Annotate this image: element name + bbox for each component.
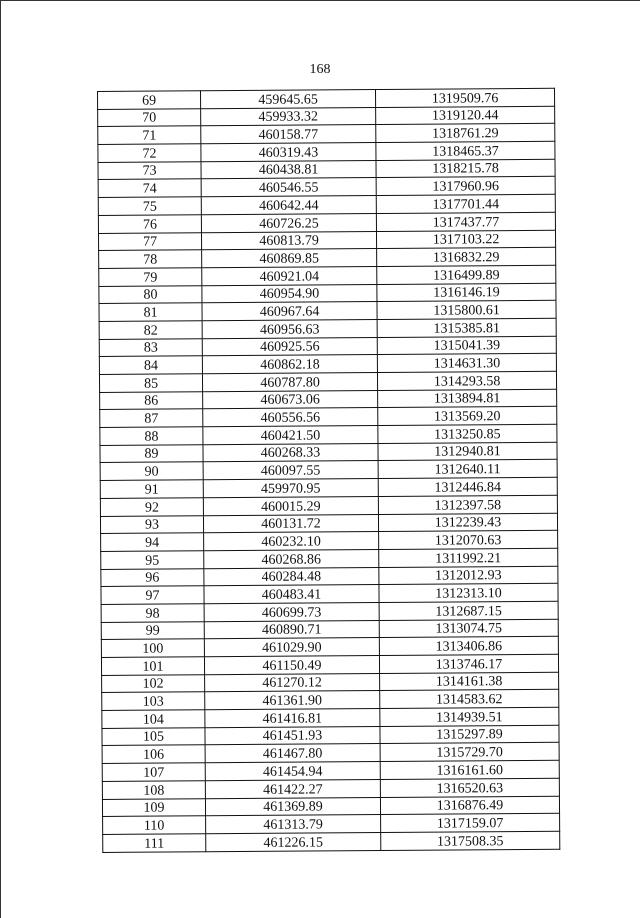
- y-coordinate-cell: 1316499.89: [377, 265, 556, 284]
- y-coordinate-cell: 1316146.19: [377, 283, 556, 302]
- point-number-cell: 105: [102, 728, 205, 746]
- y-coordinate-cell: 1313894.81: [378, 389, 557, 408]
- y-coordinate-cell: 1313074.75: [379, 619, 558, 638]
- y-coordinate-cell: 1314939.51: [380, 707, 559, 726]
- y-coordinate-cell: 1312313.10: [379, 584, 558, 603]
- y-coordinate-cell: 1315297.89: [380, 725, 559, 744]
- x-coordinate-cell: 461313.79: [206, 815, 381, 834]
- y-coordinate-cell: 1315800.61: [377, 301, 556, 320]
- x-coordinate-cell: 460726.25: [201, 213, 376, 232]
- point-number-cell: 106: [102, 745, 205, 763]
- point-number-cell: 109: [102, 798, 205, 816]
- y-coordinate-cell: 1313406.86: [379, 637, 558, 656]
- point-number-cell: 89: [100, 445, 203, 463]
- x-coordinate-cell: 460421.50: [203, 426, 378, 445]
- y-coordinate-cell: 1317437.77: [376, 212, 555, 231]
- y-coordinate-cell: 1318761.29: [376, 124, 555, 143]
- y-coordinate-cell: 1317960.96: [376, 177, 555, 196]
- y-coordinate-cell: 1317508.35: [381, 831, 560, 850]
- point-number-cell: 94: [101, 533, 204, 551]
- x-coordinate-cell: 460232.10: [204, 532, 379, 551]
- point-number-cell: 78: [99, 250, 202, 268]
- x-coordinate-cell: 461361.90: [205, 691, 380, 710]
- x-coordinate-cell: 460921.04: [202, 266, 377, 285]
- x-coordinate-cell: 461150.49: [204, 656, 379, 675]
- y-coordinate-cell: 1314631.30: [377, 354, 556, 373]
- x-coordinate-cell: 460869.85: [202, 249, 377, 268]
- x-coordinate-cell: 460268.33: [203, 443, 378, 462]
- point-number-cell: 103: [102, 692, 205, 710]
- point-number-cell: 71: [98, 126, 201, 144]
- y-coordinate-cell: 1312239.43: [378, 513, 557, 532]
- x-coordinate-cell: 460956.63: [202, 319, 377, 338]
- y-coordinate-cell: 1316161.60: [380, 760, 559, 779]
- point-number-cell: 85: [99, 374, 202, 392]
- y-coordinate-cell: 1312070.63: [379, 530, 558, 549]
- x-coordinate-cell: 460925.56: [202, 337, 377, 356]
- y-coordinate-cell: 1311992.21: [379, 548, 558, 567]
- point-number-cell: 102: [102, 674, 205, 692]
- point-number-cell: 93: [100, 515, 203, 533]
- y-coordinate-cell: 1317103.22: [376, 230, 555, 249]
- y-coordinate-cell: 1313250.85: [378, 424, 557, 443]
- coordinate-table-body: [98, 88, 560, 852]
- x-coordinate-cell: 460319.43: [201, 143, 376, 162]
- point-number-cell: 80: [99, 285, 202, 303]
- y-coordinate-cell: 1316876.49: [380, 796, 559, 815]
- point-number-cell: 86: [100, 391, 203, 409]
- x-coordinate-cell: 459970.95: [203, 479, 378, 498]
- x-coordinate-cell: 461226.15: [206, 832, 381, 851]
- y-coordinate-cell: 1319120.44: [376, 106, 555, 125]
- x-coordinate-cell: 460813.79: [201, 231, 376, 250]
- y-coordinate-cell: 1318215.78: [376, 159, 555, 178]
- y-coordinate-cell: 1315729.70: [380, 743, 559, 762]
- point-number-cell: 74: [98, 179, 201, 197]
- point-number-cell: 90: [100, 462, 203, 480]
- x-coordinate-cell: 460787.80: [202, 373, 377, 392]
- page-number: 168: [309, 62, 331, 77]
- y-coordinate-cell: 1312012.93: [379, 566, 558, 585]
- x-coordinate-cell: 460967.64: [202, 302, 377, 321]
- y-coordinate-cell: 1312940.81: [378, 442, 557, 461]
- point-number-cell: 101: [101, 657, 204, 675]
- x-coordinate-cell: 460158.77: [201, 125, 376, 144]
- point-number-cell: 75: [98, 197, 201, 215]
- y-coordinate-cell: 1319509.76: [375, 88, 554, 107]
- point-number-cell: 95: [101, 551, 204, 569]
- point-number-cell: 111: [103, 834, 206, 852]
- y-coordinate-cell: 1314293.58: [377, 371, 556, 390]
- x-coordinate-cell: 460673.06: [203, 390, 378, 409]
- point-number-cell: 97: [101, 586, 204, 604]
- y-coordinate-cell: 1312397.58: [378, 495, 557, 514]
- y-coordinate-cell: 1312446.84: [378, 477, 557, 496]
- x-coordinate-cell: 461029.90: [204, 638, 379, 657]
- x-coordinate-cell: 460097.55: [203, 461, 378, 480]
- point-number-cell: 82: [99, 321, 202, 339]
- y-coordinate-cell: 1316832.29: [377, 247, 556, 266]
- point-number-cell: 92: [100, 498, 203, 516]
- x-coordinate-cell: 459933.32: [201, 107, 376, 126]
- y-coordinate-cell: 1312687.15: [379, 601, 558, 620]
- x-coordinate-cell: 460890.71: [204, 620, 379, 639]
- point-number-cell: 88: [100, 427, 203, 445]
- x-coordinate-cell: 461270.12: [205, 673, 380, 692]
- point-number-cell: 84: [99, 356, 202, 374]
- x-coordinate-cell: 460483.41: [204, 585, 379, 604]
- y-coordinate-cell: 1318465.37: [376, 141, 555, 160]
- point-number-cell: 98: [101, 604, 204, 622]
- x-coordinate-cell: 460015.29: [203, 496, 378, 515]
- x-coordinate-cell: 459645.65: [201, 90, 376, 109]
- point-number-cell: 83: [99, 338, 202, 356]
- x-coordinate-cell: 460862.18: [202, 355, 377, 374]
- x-coordinate-cell: 461467.80: [205, 744, 380, 763]
- point-number-cell: 79: [99, 268, 202, 286]
- y-coordinate-cell: 1317701.44: [376, 194, 555, 213]
- point-number-cell: 70: [98, 108, 201, 126]
- x-coordinate-cell: 460546.55: [201, 178, 376, 197]
- x-coordinate-cell: 461422.27: [205, 779, 380, 798]
- point-number-cell: 81: [99, 303, 202, 321]
- x-coordinate-cell: 460284.48: [204, 567, 379, 586]
- point-number-cell: 108: [102, 781, 205, 799]
- x-coordinate-cell: 461454.94: [205, 762, 380, 781]
- x-coordinate-cell: 460699.73: [204, 602, 379, 621]
- point-number-cell: 104: [102, 710, 205, 728]
- point-number-cell: 107: [102, 763, 205, 781]
- point-number-cell: 110: [103, 816, 206, 834]
- point-number-cell: 99: [101, 621, 204, 639]
- point-number-cell: 76: [98, 215, 201, 233]
- x-coordinate-cell: 461369.89: [205, 797, 380, 816]
- x-coordinate-cell: 460642.44: [201, 196, 376, 215]
- y-coordinate-cell: 1316520.63: [380, 778, 559, 797]
- coordinate-table: [97, 88, 560, 853]
- y-coordinate-cell: 1313569.20: [378, 407, 557, 426]
- x-coordinate-cell: 460438.81: [201, 160, 376, 179]
- point-number-cell: 72: [98, 144, 201, 162]
- table-row: [103, 831, 560, 852]
- y-coordinate-cell: 1313746.17: [379, 654, 558, 673]
- y-coordinate-cell: 1317159.07: [381, 813, 560, 832]
- y-coordinate-cell: 1315041.39: [377, 336, 556, 355]
- point-number-cell: 73: [98, 162, 201, 180]
- point-number-cell: 96: [101, 568, 204, 586]
- point-number-cell: 91: [100, 480, 203, 498]
- x-coordinate-cell: 460131.72: [203, 514, 378, 533]
- y-coordinate-cell: 1315385.81: [377, 318, 556, 337]
- point-number-cell: 87: [100, 409, 203, 427]
- point-number-cell: 77: [98, 232, 201, 250]
- x-coordinate-cell: 460556.56: [203, 408, 378, 427]
- x-coordinate-cell: 461416.81: [205, 709, 380, 728]
- x-coordinate-cell: 460954.90: [202, 284, 377, 303]
- x-coordinate-cell: 460268.86: [204, 549, 379, 568]
- point-number-cell: 69: [98, 91, 201, 109]
- x-coordinate-cell: 461451.93: [205, 726, 380, 745]
- y-coordinate-cell: 1314583.62: [380, 690, 559, 709]
- point-number-cell: 100: [101, 639, 204, 657]
- y-coordinate-cell: 1312640.11: [378, 460, 557, 479]
- y-coordinate-cell: 1314161.38: [380, 672, 559, 691]
